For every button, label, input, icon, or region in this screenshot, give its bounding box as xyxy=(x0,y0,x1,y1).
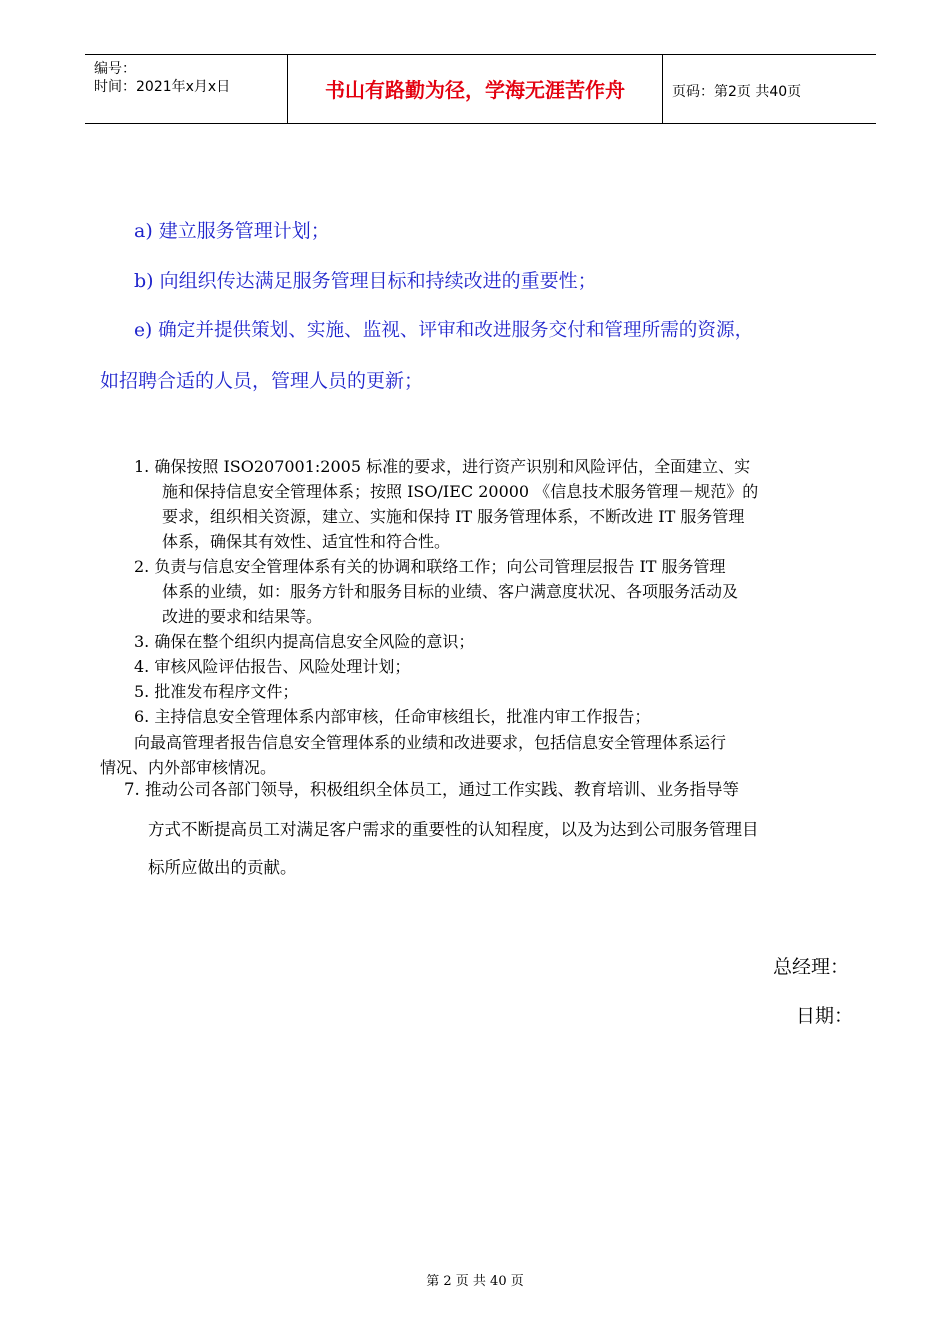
duty-6: 6. 主持信息安全管理体系内部审核，任命审核组长，批准内审工作报告； xyxy=(134,707,651,726)
duty-extra-line: 向最高管理者报告信息安全管理体系的业绩和改进要求，包括信息安全管理体系运行 xyxy=(134,733,727,752)
duty-7-line: 标所应做出的贡献。 xyxy=(148,858,297,877)
header-info-cell xyxy=(85,55,287,123)
header-page-cell xyxy=(662,55,876,123)
manager-signature-label: 总经理： xyxy=(773,956,850,978)
duty-4: 4. 审核风险评估报告、风险处理计划； xyxy=(134,657,411,676)
duty-7-line: 方式不断提高员工对满足客户需求的重要性的认知程度，以及为达到公司服务管理目 xyxy=(148,820,759,839)
duty-extra-line: 情况、内外部审核情况。 xyxy=(100,758,277,777)
duty-2-line: 改进的要求和结果等。 xyxy=(162,607,323,626)
document-header xyxy=(85,54,876,124)
blue-item-e: e) 确定并提供策划、实施、监视、评审和改进服务交付和管理所需的资源， xyxy=(134,320,754,341)
blue-item-e-continued: 如招聘合适的人员，管理人员的更新； xyxy=(100,370,424,392)
number-label: 编号： xyxy=(94,61,136,77)
duty-1-line: 要求，组织相关资源，建立、实施和保持 IT 服务管理体系，不断改进 IT 服务管理 xyxy=(162,507,745,526)
page-label: 页码：第2页 共40页 xyxy=(672,84,802,100)
duty-2-line: 2. 负责与信息安全管理体系有关的协调和联络工作；向公司管理层报告 IT 服务管理 xyxy=(134,557,726,576)
duty-1-line: 施和保持信息安全管理体系；按照 ISO/IEC 20000 《信息技术服务管理－规范》的 xyxy=(162,482,759,501)
duty-1-line: 体系，确保其有效性、适宜性和符合性。 xyxy=(162,532,451,551)
blue-item-a: a) 建立服务管理计划； xyxy=(134,220,330,242)
duty-5: 5. 批准发布程序文件； xyxy=(134,682,299,701)
blue-item-b: b) 向组织传达满足服务管理目标和持续改进的重要性； xyxy=(134,270,597,292)
duty-3: 3. 确保在整个组织内提高信息安全风险的意识； xyxy=(134,632,475,651)
duty-2-line: 体系的业绩，如：服务方针和服务目标的业绩、客户满意度状况、各项服务活动及 xyxy=(162,582,739,601)
time-label: 时间：2021年x月x日 xyxy=(94,79,231,95)
date-label: 日期： xyxy=(796,1005,854,1027)
header-motto-cell xyxy=(287,55,663,123)
duty-7-line: 7. 推动公司各部门领导，积极组织全体员工，通过工作实践、教育培训、业务指导等 xyxy=(124,780,739,799)
duty-1-line: 1. 确保按照 ISO207001:2005 标准的要求，进行资产识别和风险评估，全面建立、实 xyxy=(134,457,751,476)
page-footer: 第 2 页 共 40 页 xyxy=(426,1274,524,1289)
motto: 书山有路勤为径，学海无涯苦作舟 xyxy=(325,78,625,102)
